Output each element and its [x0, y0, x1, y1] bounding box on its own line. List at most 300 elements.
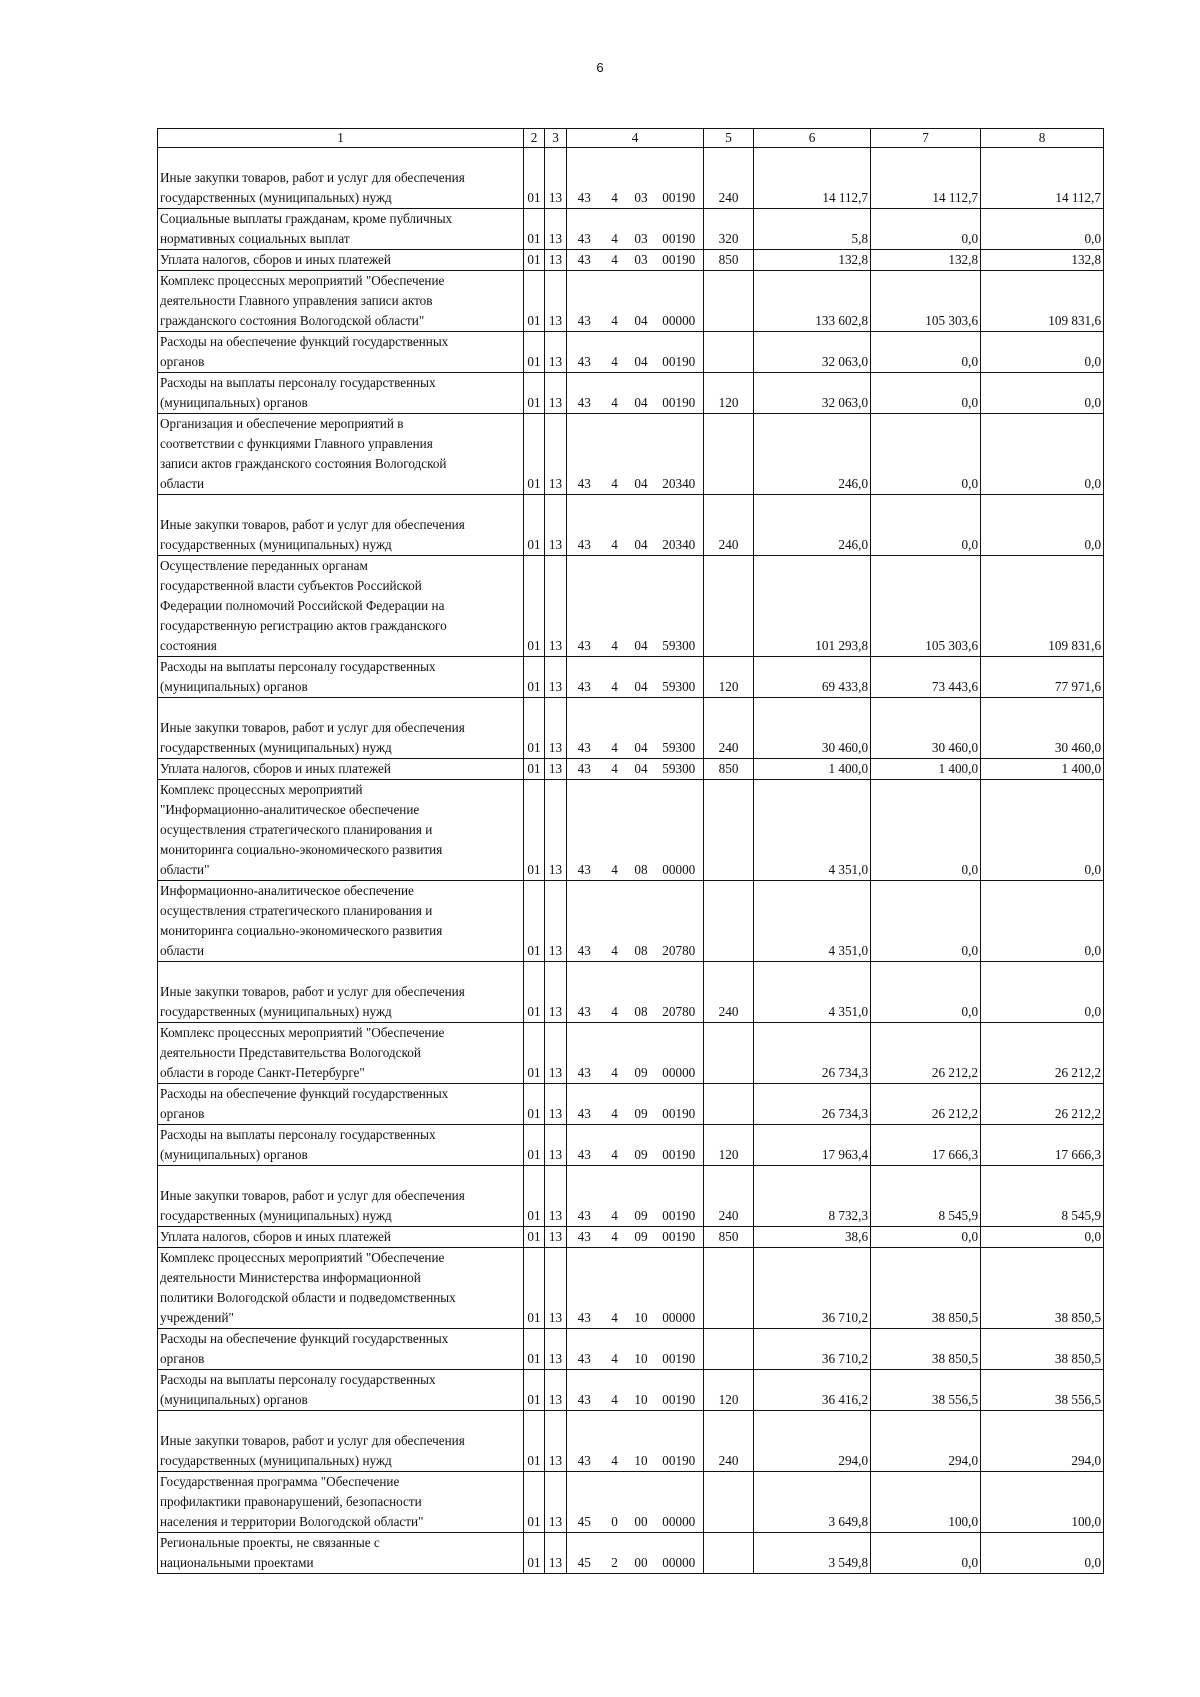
table-row — [158, 250, 1104, 271]
table-row — [158, 414, 1104, 495]
row-description-line: области — [160, 943, 205, 958]
row-code-subsection: 13 — [545, 332, 567, 373]
row-expense-type: 240 — [704, 1166, 754, 1227]
row-description — [158, 1248, 524, 1329]
column-header-5: 5 — [704, 129, 754, 148]
row-description-line — [160, 148, 521, 168]
column-header-6: 6 — [754, 129, 871, 148]
row-program-element: 04 — [628, 657, 655, 698]
row-code-subsection: 13 — [545, 1329, 567, 1370]
table-row — [158, 1329, 1104, 1370]
row-amount-year-3: 14 112,7 — [981, 148, 1104, 209]
row-amount-year-2: 38 556,5 — [871, 1370, 981, 1411]
row-code-subsection: 13 — [545, 373, 567, 414]
row-description — [158, 1166, 524, 1227]
row-code-subsection: 13 — [545, 1411, 567, 1472]
row-description — [158, 881, 524, 962]
row-program-type: 4 — [602, 1084, 628, 1125]
table-row — [158, 759, 1104, 780]
row-expense-type: 240 — [704, 698, 754, 759]
row-code-subsection: 13 — [545, 1125, 567, 1166]
row-amount-year-2: 0,0 — [871, 962, 981, 1023]
row-amount-year-1: 36 416,2 — [754, 1370, 871, 1411]
row-description-line: органов — [160, 354, 205, 369]
row-amount-year-3: 1 400,0 — [981, 759, 1104, 780]
row-code-subsection: 13 — [545, 1227, 567, 1248]
row-program-element: 00 — [628, 1533, 655, 1574]
row-expense-direction: 00000 — [655, 1472, 704, 1533]
row-code-section: 01 — [524, 881, 545, 962]
row-program-element: 03 — [628, 209, 655, 250]
row-description-line: Расходы на обеспечение функций государственных — [160, 1086, 449, 1101]
row-program-element: 09 — [628, 1227, 655, 1248]
row-program-type: 0 — [602, 1472, 628, 1533]
row-code-subsection: 13 — [545, 148, 567, 209]
row-program-type: 4 — [602, 1125, 628, 1166]
row-description-line: государственных (муниципальных) нужд — [160, 1004, 392, 1019]
row-description-line: политики Вологодской области и подведомственных — [160, 1290, 456, 1305]
row-program-code: 43 — [567, 698, 602, 759]
table-row — [158, 271, 1104, 332]
row-program-type: 4 — [602, 657, 628, 698]
row-expense-type: 240 — [704, 1411, 754, 1472]
row-program-code: 43 — [567, 780, 602, 881]
table-row — [158, 1227, 1104, 1248]
table-row — [158, 1125, 1104, 1166]
row-amount-year-2: 100,0 — [871, 1472, 981, 1533]
row-description-line: (муниципальных) органов — [160, 1147, 308, 1162]
table-row — [158, 148, 1104, 209]
row-program-code: 45 — [567, 1533, 602, 1574]
row-program-type: 4 — [602, 759, 628, 780]
row-code-subsection: 13 — [545, 414, 567, 495]
row-amount-year-3: 8 545,9 — [981, 1166, 1104, 1227]
row-description-line: нормативных социальных выплат — [160, 231, 350, 246]
row-program-element: 04 — [628, 271, 655, 332]
table-row — [158, 881, 1104, 962]
row-description-line: Иные закупки товаров, работ и услуг для обеспечения — [160, 984, 465, 999]
row-code-section: 01 — [524, 698, 545, 759]
column-header-3: 3 — [545, 129, 567, 148]
row-description — [158, 698, 524, 759]
table-row — [158, 962, 1104, 1023]
row-description — [158, 209, 524, 250]
row-program-element: 04 — [628, 332, 655, 373]
row-expense-type: 120 — [704, 1125, 754, 1166]
row-program-type: 4 — [602, 148, 628, 209]
row-program-type: 4 — [602, 1166, 628, 1227]
row-amount-year-1: 1 400,0 — [754, 759, 871, 780]
table-row — [158, 209, 1104, 250]
row-code-subsection: 13 — [545, 209, 567, 250]
row-code-subsection: 13 — [545, 1472, 567, 1533]
row-expense-type — [704, 556, 754, 657]
row-program-code: 43 — [567, 332, 602, 373]
row-amount-year-2: 105 303,6 — [871, 271, 981, 332]
row-code-section: 01 — [524, 759, 545, 780]
row-description-line: Расходы на выплаты персоналу государственных — [160, 659, 436, 674]
row-description-line: осуществления стратегического планирования и — [160, 903, 433, 918]
row-description-line: Расходы на обеспечение функций государственных — [160, 334, 449, 349]
row-program-element: 09 — [628, 1023, 655, 1084]
row-code-subsection: 13 — [545, 271, 567, 332]
row-code-section: 01 — [524, 373, 545, 414]
row-description-line: Комплекс процессных мероприятий "Обеспечение — [160, 1250, 445, 1265]
header-row — [158, 129, 1104, 148]
row-program-type: 4 — [602, 1329, 628, 1370]
row-code-subsection: 13 — [545, 698, 567, 759]
row-amount-year-1: 26 734,3 — [754, 1023, 871, 1084]
row-description-line: Расходы на выплаты персоналу государственных — [160, 375, 436, 390]
row-code-subsection: 13 — [545, 759, 567, 780]
row-program-code: 43 — [567, 271, 602, 332]
row-description — [158, 1411, 524, 1472]
row-description — [158, 332, 524, 373]
table-row — [158, 1411, 1104, 1472]
table-body — [158, 148, 1104, 1574]
row-program-code: 43 — [567, 657, 602, 698]
row-amount-year-1: 4 351,0 — [754, 780, 871, 881]
row-program-code: 43 — [567, 148, 602, 209]
row-program-element: 08 — [628, 780, 655, 881]
row-code-subsection: 13 — [545, 1248, 567, 1329]
row-description — [158, 414, 524, 495]
row-amount-year-3: 294,0 — [981, 1411, 1104, 1472]
row-amount-year-2: 73 443,6 — [871, 657, 981, 698]
row-amount-year-1: 3 549,8 — [754, 1533, 871, 1574]
row-expense-type — [704, 1084, 754, 1125]
row-description — [158, 1329, 524, 1370]
row-description — [158, 250, 524, 271]
row-amount-year-2: 0,0 — [871, 209, 981, 250]
row-description-line: Уплата налогов, сборов и иных платежей — [160, 1229, 391, 1244]
row-expense-direction: 20780 — [655, 962, 704, 1023]
row-program-element: 04 — [628, 759, 655, 780]
row-expense-direction: 00000 — [655, 780, 704, 881]
row-amount-year-1: 246,0 — [754, 495, 871, 556]
row-amount-year-3: 38 850,5 — [981, 1248, 1104, 1329]
row-amount-year-3: 132,8 — [981, 250, 1104, 271]
row-amount-year-3: 0,0 — [981, 332, 1104, 373]
row-description-line: мониторинга социально-экономического развития — [160, 923, 443, 938]
row-amount-year-2: 0,0 — [871, 332, 981, 373]
row-description-line: Комплекс процессных мероприятий "Обеспечение — [160, 273, 445, 288]
row-amount-year-1: 32 063,0 — [754, 332, 871, 373]
row-program-type: 4 — [602, 332, 628, 373]
row-expense-direction: 20340 — [655, 495, 704, 556]
row-code-section: 01 — [524, 148, 545, 209]
row-program-element: 04 — [628, 698, 655, 759]
row-amount-year-2: 17 666,3 — [871, 1125, 981, 1166]
row-expense-type — [704, 1329, 754, 1370]
row-amount-year-2: 1 400,0 — [871, 759, 981, 780]
row-expense-type: 850 — [704, 759, 754, 780]
row-amount-year-3: 0,0 — [981, 780, 1104, 881]
row-program-type: 4 — [602, 881, 628, 962]
row-code-subsection: 13 — [545, 780, 567, 881]
row-amount-year-3: 30 460,0 — [981, 698, 1104, 759]
row-description — [158, 1370, 524, 1411]
column-header-4: 4 — [567, 129, 704, 148]
row-expense-direction: 00190 — [655, 332, 704, 373]
row-program-type: 4 — [602, 495, 628, 556]
row-program-code: 43 — [567, 1084, 602, 1125]
row-description-line: соответствии с функциями Главного управления — [160, 436, 433, 451]
row-description-line: (муниципальных) органов — [160, 395, 308, 410]
row-code-subsection: 13 — [545, 1084, 567, 1125]
row-amount-year-2: 0,0 — [871, 881, 981, 962]
row-description-line: Иные закупки товаров, работ и услуг для обеспечения — [160, 517, 465, 532]
row-expense-type — [704, 780, 754, 881]
row-program-code: 45 — [567, 1472, 602, 1533]
row-expense-direction: 00190 — [655, 1370, 704, 1411]
row-amount-year-3: 109 831,6 — [981, 556, 1104, 657]
row-program-element: 10 — [628, 1411, 655, 1472]
row-program-type: 4 — [602, 209, 628, 250]
row-amount-year-3: 0,0 — [981, 414, 1104, 495]
row-program-code: 43 — [567, 881, 602, 962]
row-description — [158, 1023, 524, 1084]
row-amount-year-2: 0,0 — [871, 780, 981, 881]
row-program-element: 08 — [628, 962, 655, 1023]
row-description-line: Организация и обеспечение мероприятий в — [160, 416, 404, 431]
row-expense-direction: 00190 — [655, 250, 704, 271]
row-code-section: 01 — [524, 1023, 545, 1084]
row-expense-direction: 20780 — [655, 881, 704, 962]
row-expense-direction: 00190 — [655, 373, 704, 414]
row-description-line: органов — [160, 1351, 205, 1366]
row-code-section: 01 — [524, 250, 545, 271]
row-amount-year-1: 3 649,8 — [754, 1472, 871, 1533]
table-row — [158, 698, 1104, 759]
row-expense-type — [704, 881, 754, 962]
row-description-line: гражданского состояния Вологодской области" — [160, 313, 425, 328]
row-expense-direction: 00190 — [655, 209, 704, 250]
row-amount-year-1: 246,0 — [754, 414, 871, 495]
row-program-type: 4 — [602, 1411, 628, 1472]
row-description-line: профилактики правонарушений, безопасности — [160, 1494, 422, 1509]
row-description — [158, 1125, 524, 1166]
row-amount-year-1: 132,8 — [754, 250, 871, 271]
row-program-code: 43 — [567, 556, 602, 657]
row-description — [158, 1472, 524, 1533]
row-description-line: Уплата налогов, сборов и иных платежей — [160, 761, 391, 776]
row-program-element: 03 — [628, 250, 655, 271]
row-program-element: 03 — [628, 148, 655, 209]
row-expense-direction: 00190 — [655, 1227, 704, 1248]
row-description-line: (муниципальных) органов — [160, 1392, 308, 1407]
row-description — [158, 759, 524, 780]
row-description-line: Комплекс процессных мероприятий "Обеспечение — [160, 1025, 445, 1040]
row-description-line: Расходы на обеспечение функций государственных — [160, 1331, 449, 1346]
row-expense-direction: 00190 — [655, 1329, 704, 1370]
row-expense-direction: 59300 — [655, 556, 704, 657]
row-expense-direction: 00000 — [655, 1533, 704, 1574]
row-description-line: Федерации полномочий Российской Федерации на — [160, 598, 445, 613]
row-amount-year-1: 133 602,8 — [754, 271, 871, 332]
row-code-section: 01 — [524, 1411, 545, 1472]
row-amount-year-1: 14 112,7 — [754, 148, 871, 209]
row-amount-year-3: 109 831,6 — [981, 271, 1104, 332]
row-description-line: Расходы на выплаты персоналу государственных — [160, 1372, 436, 1387]
row-description-line: Социальные выплаты гражданам, кроме публичных — [160, 211, 453, 226]
row-code-section: 01 — [524, 1370, 545, 1411]
row-expense-direction: 20340 — [655, 414, 704, 495]
row-description — [158, 271, 524, 332]
row-expense-type: 850 — [704, 250, 754, 271]
row-program-element: 09 — [628, 1084, 655, 1125]
row-description-line: Региональные проекты, не связанные с — [160, 1535, 380, 1550]
row-program-code: 43 — [567, 373, 602, 414]
row-program-type: 4 — [602, 271, 628, 332]
budget-table — [157, 128, 1104, 1574]
row-description-line: национальными проектами — [160, 1555, 314, 1570]
row-amount-year-1: 36 710,2 — [754, 1248, 871, 1329]
row-expense-type: 850 — [704, 1227, 754, 1248]
row-amount-year-3: 17 666,3 — [981, 1125, 1104, 1166]
table-row — [158, 1370, 1104, 1411]
row-description-line — [160, 962, 521, 982]
row-program-type: 4 — [602, 556, 628, 657]
row-description-line: области" — [160, 862, 210, 877]
row-code-section: 01 — [524, 1248, 545, 1329]
row-program-type: 4 — [602, 1227, 628, 1248]
row-code-subsection: 13 — [545, 556, 567, 657]
row-program-code: 43 — [567, 1329, 602, 1370]
table-row — [158, 1023, 1104, 1084]
row-description-line: Информационно-аналитическое обеспечение — [160, 883, 414, 898]
row-code-subsection: 13 — [545, 1370, 567, 1411]
row-expense-direction: 59300 — [655, 698, 704, 759]
table-row — [158, 373, 1104, 414]
row-description — [158, 1533, 524, 1574]
row-program-type: 2 — [602, 1533, 628, 1574]
row-expense-type: 240 — [704, 495, 754, 556]
row-amount-year-3: 38 556,5 — [981, 1370, 1104, 1411]
row-amount-year-2: 30 460,0 — [871, 698, 981, 759]
row-description — [158, 1084, 524, 1125]
row-code-section: 01 — [524, 657, 545, 698]
row-amount-year-1: 69 433,8 — [754, 657, 871, 698]
row-description-line: населения и территории Вологодской области" — [160, 1514, 424, 1529]
row-amount-year-1: 30 460,0 — [754, 698, 871, 759]
column-header-8: 8 — [981, 129, 1104, 148]
row-amount-year-2: 0,0 — [871, 1533, 981, 1574]
row-program-type: 4 — [602, 1370, 628, 1411]
row-description-line: Расходы на выплаты персоналу государственных — [160, 1127, 436, 1142]
row-expense-type — [704, 271, 754, 332]
row-amount-year-1: 26 734,3 — [754, 1084, 871, 1125]
row-expense-direction: 00190 — [655, 148, 704, 209]
row-amount-year-3: 26 212,2 — [981, 1084, 1104, 1125]
row-code-section: 01 — [524, 495, 545, 556]
table-row — [158, 780, 1104, 881]
row-description-line — [160, 698, 521, 718]
row-code-section: 01 — [524, 1166, 545, 1227]
page-number: 6 — [596, 60, 604, 75]
row-amount-year-1: 8 732,3 — [754, 1166, 871, 1227]
row-code-section: 01 — [524, 1084, 545, 1125]
row-program-element: 09 — [628, 1125, 655, 1166]
row-expense-type: 240 — [704, 962, 754, 1023]
row-code-section: 01 — [524, 780, 545, 881]
row-description-line — [160, 1411, 521, 1431]
row-program-type: 4 — [602, 414, 628, 495]
row-expense-type — [704, 1023, 754, 1084]
row-expense-type — [704, 332, 754, 373]
row-program-element: 04 — [628, 373, 655, 414]
row-description-line — [160, 1166, 521, 1186]
row-description-line: Иные закупки товаров, работ и услуг для обеспечения — [160, 1433, 465, 1448]
table-row — [158, 657, 1104, 698]
row-expense-type: 120 — [704, 1370, 754, 1411]
row-amount-year-2: 38 850,5 — [871, 1248, 981, 1329]
row-description — [158, 495, 524, 556]
row-expense-direction: 00190 — [655, 1411, 704, 1472]
row-description — [158, 373, 524, 414]
row-program-element: 04 — [628, 556, 655, 657]
row-expense-direction: 59300 — [655, 759, 704, 780]
row-expense-type — [704, 1248, 754, 1329]
row-description-line: государственную регистрацию актов гражданского — [160, 618, 447, 633]
row-expense-direction: 59300 — [655, 657, 704, 698]
row-amount-year-1: 4 351,0 — [754, 881, 871, 962]
row-code-subsection: 13 — [545, 1023, 567, 1084]
row-description-line: органов — [160, 1106, 205, 1121]
row-amount-year-3: 26 212,2 — [981, 1023, 1104, 1084]
row-expense-type: 240 — [704, 148, 754, 209]
row-description-line: государственных (муниципальных) нужд — [160, 1453, 392, 1468]
row-program-code: 43 — [567, 1125, 602, 1166]
row-code-subsection: 13 — [545, 250, 567, 271]
row-expense-type — [704, 1533, 754, 1574]
row-program-code: 43 — [567, 495, 602, 556]
row-program-code: 43 — [567, 1370, 602, 1411]
row-program-type: 4 — [602, 962, 628, 1023]
row-amount-year-1: 5,8 — [754, 209, 871, 250]
row-program-element: 10 — [628, 1248, 655, 1329]
table-row — [158, 1166, 1104, 1227]
row-program-code: 43 — [567, 759, 602, 780]
row-program-code: 43 — [567, 1166, 602, 1227]
row-description — [158, 148, 524, 209]
row-amount-year-1: 38,6 — [754, 1227, 871, 1248]
row-description-line: осуществления стратегического планирования и — [160, 822, 433, 837]
row-expense-direction: 00190 — [655, 1125, 704, 1166]
row-code-section: 01 — [524, 332, 545, 373]
row-program-code: 43 — [567, 1411, 602, 1472]
row-description-line: деятельности Министерства информационной — [160, 1270, 421, 1285]
row-program-element: 10 — [628, 1329, 655, 1370]
row-expense-direction: 00190 — [655, 1084, 704, 1125]
row-amount-year-3: 0,0 — [981, 373, 1104, 414]
row-amount-year-1: 4 351,0 — [754, 962, 871, 1023]
row-amount-year-1: 36 710,2 — [754, 1329, 871, 1370]
row-code-subsection: 13 — [545, 1533, 567, 1574]
row-code-subsection: 13 — [545, 962, 567, 1023]
row-expense-direction: 00190 — [655, 1166, 704, 1227]
table-row — [158, 556, 1104, 657]
row-program-type: 4 — [602, 1248, 628, 1329]
row-code-subsection: 13 — [545, 495, 567, 556]
row-code-subsection: 13 — [545, 881, 567, 962]
row-description-line: государственных (муниципальных) нужд — [160, 740, 392, 755]
row-description-line: состояния — [160, 638, 217, 653]
row-program-type: 4 — [602, 780, 628, 881]
row-program-element: 09 — [628, 1166, 655, 1227]
row-program-code: 43 — [567, 1248, 602, 1329]
row-description — [158, 780, 524, 881]
